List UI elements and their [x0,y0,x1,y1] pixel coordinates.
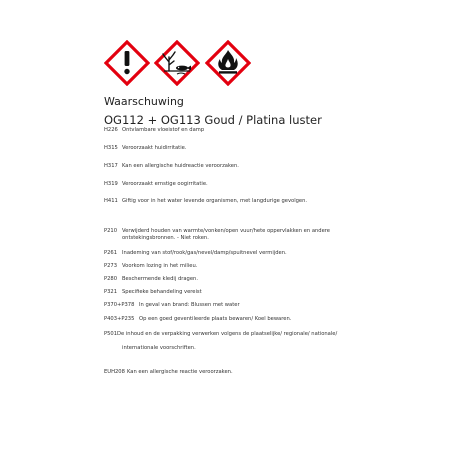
signal-word: Waarschuwing [104,95,184,108]
statement-text: Beschermende kledij dragen. [122,276,198,282]
statement-code: H315 [104,145,118,151]
statement-text: Op een goed geventileerde plaats bewaren/ Koel bewaren. [139,316,292,322]
statement-text: Voorkom lozing in het milieu. [122,263,198,269]
statement-code: P273 [104,263,118,269]
statement-text: Inademing van stof/rook/gas/nevel/damp/spuitnevel vermijden. [122,250,287,256]
statement-code: H226 [104,127,118,133]
ghs07-exclamation-mark-icon [104,40,150,86]
statement-text: Specifieke behandeling vereist [122,289,202,295]
statement-code: H411 [104,198,118,204]
ghs09-environment-icon [154,40,200,86]
statement-text: Verwijderd houden van warmte/vonken/open vuur/hete oppervlakken en andere ontstekingsbronnen. - Niet roken. [122,228,330,241]
statement-text: Kan een allergische huidreactie veroorzaken. [122,163,239,169]
ghs02-flame-icon [205,40,251,86]
statement-code: P321 [104,289,118,295]
statement-text: Kan een allergische reactie veroorzaken. [127,369,233,375]
statement-code: P280 [104,276,118,282]
statement-code: P403+P235 [104,316,135,322]
statement-text: De inhoud en de verpakking verwerken volgens de plaatselijke/ regionale/ nationale/ [117,331,338,337]
statement-text: Veroorzaakt ernstige oogirritatie. [122,181,208,187]
statement-code: P370+P378 [104,302,135,308]
statement-text: Veroorzaakt huidirritatie. [122,145,187,151]
statement-code: H319 [104,181,118,187]
statement-code: P210 [104,228,118,234]
statement-text: internationale voorschriften. [122,345,196,351]
statement-text: Giftig voor in het water levende organismen, met langdurige gevolgen. [122,198,308,204]
statement-text: Ontvlambare vloeistof en damp [122,127,205,133]
statement-code: H317 [104,163,118,169]
statement-text: In geval van brand: Blussen met water [139,302,240,308]
statement-code: EUH208 [104,369,125,375]
product-title: OG112 + OG113 Goud / Platina luster [104,113,322,127]
statement-code: P501 [104,331,118,337]
statement-code: P261 [104,250,118,256]
